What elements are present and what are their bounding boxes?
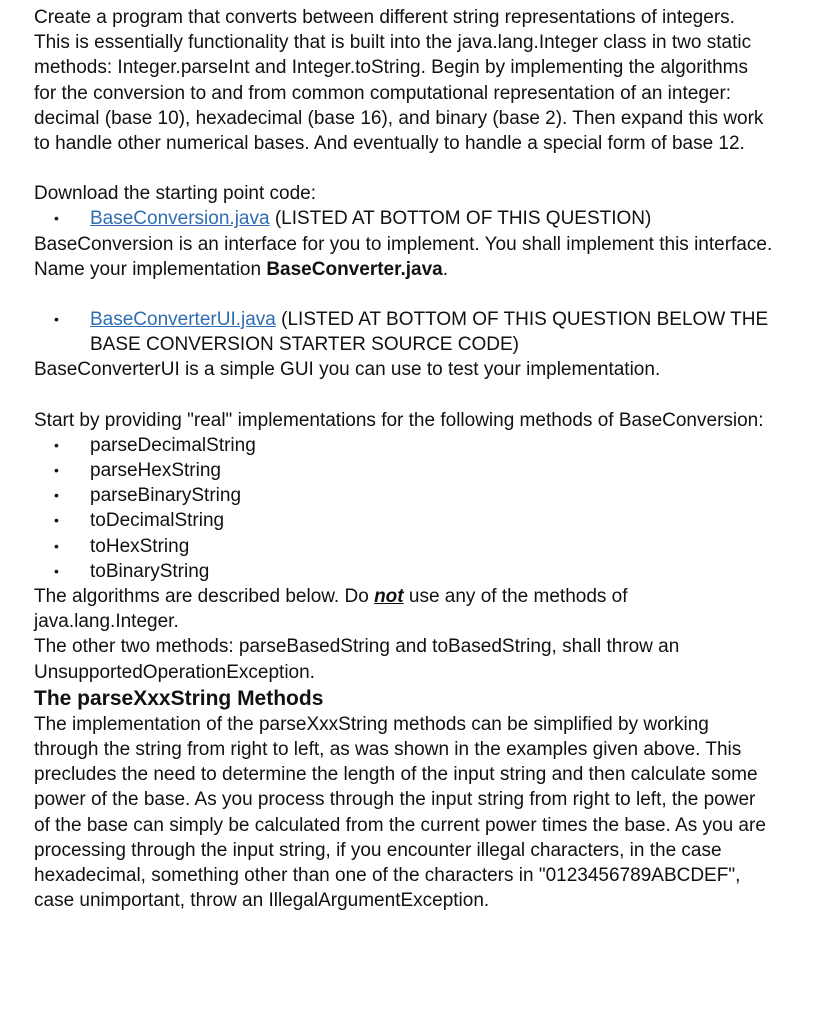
bullet-icon: •	[54, 462, 59, 479]
bullet-icon: •	[54, 311, 59, 328]
list-item	[34, 508, 774, 533]
method-name: parseBinaryString	[90, 485, 242, 507]
list-item	[34, 483, 774, 508]
list-item	[34, 534, 774, 559]
file1-desc-end: .	[442, 258, 448, 280]
bullet-icon: •	[54, 537, 59, 554]
implementation-filename: BaseConverter.java	[266, 258, 443, 280]
intro-paragraph: Create a program that converts between different string representations of integers. This is essentially functionality that is built into the java.lang.Integer class in two static methods: Integer.parseInt and Integer.toString. Begin by implementing the algorithms for the conversion to and from common computational representation of an integer: decimal (base 10), hexadecimal (base 16), and binary (base 2). Then expand this work to handle other numerical bases. And eventually to handle a special form of base 12.	[34, 7, 764, 155]
method-name: toBinaryString	[90, 560, 210, 582]
spacer	[34, 383, 774, 408]
list-item	[34, 206, 774, 231]
file2-note: (LISTED AT BOTTOM OF THIS QUESTION BELOW THE BASE CONVERSION STARTER SOURCE CODE)	[90, 309, 769, 356]
spacer	[34, 156, 774, 181]
base-conversion-link[interactable]: BaseConversion.java	[90, 208, 270, 230]
file1-description	[34, 232, 774, 282]
list-item	[34, 433, 774, 458]
spacer	[34, 282, 774, 307]
file2-description: BaseConverterUI is a simple GUI you can use to test your implementation.	[34, 359, 661, 381]
method-name: parseDecimalString	[90, 434, 256, 456]
method-name: parseHexString	[90, 460, 221, 482]
bullet-icon: •	[54, 210, 59, 227]
algorithms-text: The algorithms are described below. Do	[34, 586, 375, 608]
not-emphasis: not	[374, 586, 404, 608]
file1-desc-text: BaseConversion is an interface for you to implement. You shall implement this interface. Name your implementation	[34, 233, 773, 280]
bullet-icon: •	[54, 487, 59, 504]
file-list-2	[34, 307, 774, 357]
bullet-icon: •	[54, 436, 59, 453]
algorithms-text-end: use any of the methods of java.lang.Integer.	[34, 586, 628, 633]
list-item	[34, 307, 774, 357]
list-item	[34, 458, 774, 483]
algorithms-paragraph	[34, 584, 774, 634]
method-name: toHexString	[90, 535, 190, 557]
bullet-icon: •	[54, 562, 59, 579]
list-item	[34, 559, 774, 584]
bullet-icon: •	[54, 512, 59, 529]
method-list	[34, 433, 774, 584]
method-name: toDecimalString	[90, 510, 225, 532]
download-heading: Download the starting point code:	[34, 183, 317, 205]
section-heading: The parseXxxString Methods	[34, 686, 324, 710]
start-paragraph: Start by providing "real" implementations for the following methods of BaseConversion:	[34, 409, 764, 431]
file-list-1	[34, 206, 774, 231]
file1-note: (LISTED AT BOTTOM OF THIS QUESTION)	[269, 208, 652, 230]
other-methods-paragraph: The other two methods: parseBasedString and toBasedString, shall throw an UnsupportedOperationException.	[34, 636, 680, 683]
section-body: The implementation of the parseXxxString methods can be simplified by working through the string from right to left, as was shown in the examples given above. This precludes the need to determine the length of the input string and then calculate some power of the base. As you process through the input string from right to left, the power of the base can simply be calculated from the current power times the base. As you are processing through the input string, if you encounter illegal characters, in the case hexadecimal, something other than one of the characters in "0123456789ABCDEF", case unimportant, throw an IllegalArgumentException.	[34, 713, 766, 912]
base-converter-ui-link[interactable]: BaseConverterUI.java	[90, 309, 276, 331]
